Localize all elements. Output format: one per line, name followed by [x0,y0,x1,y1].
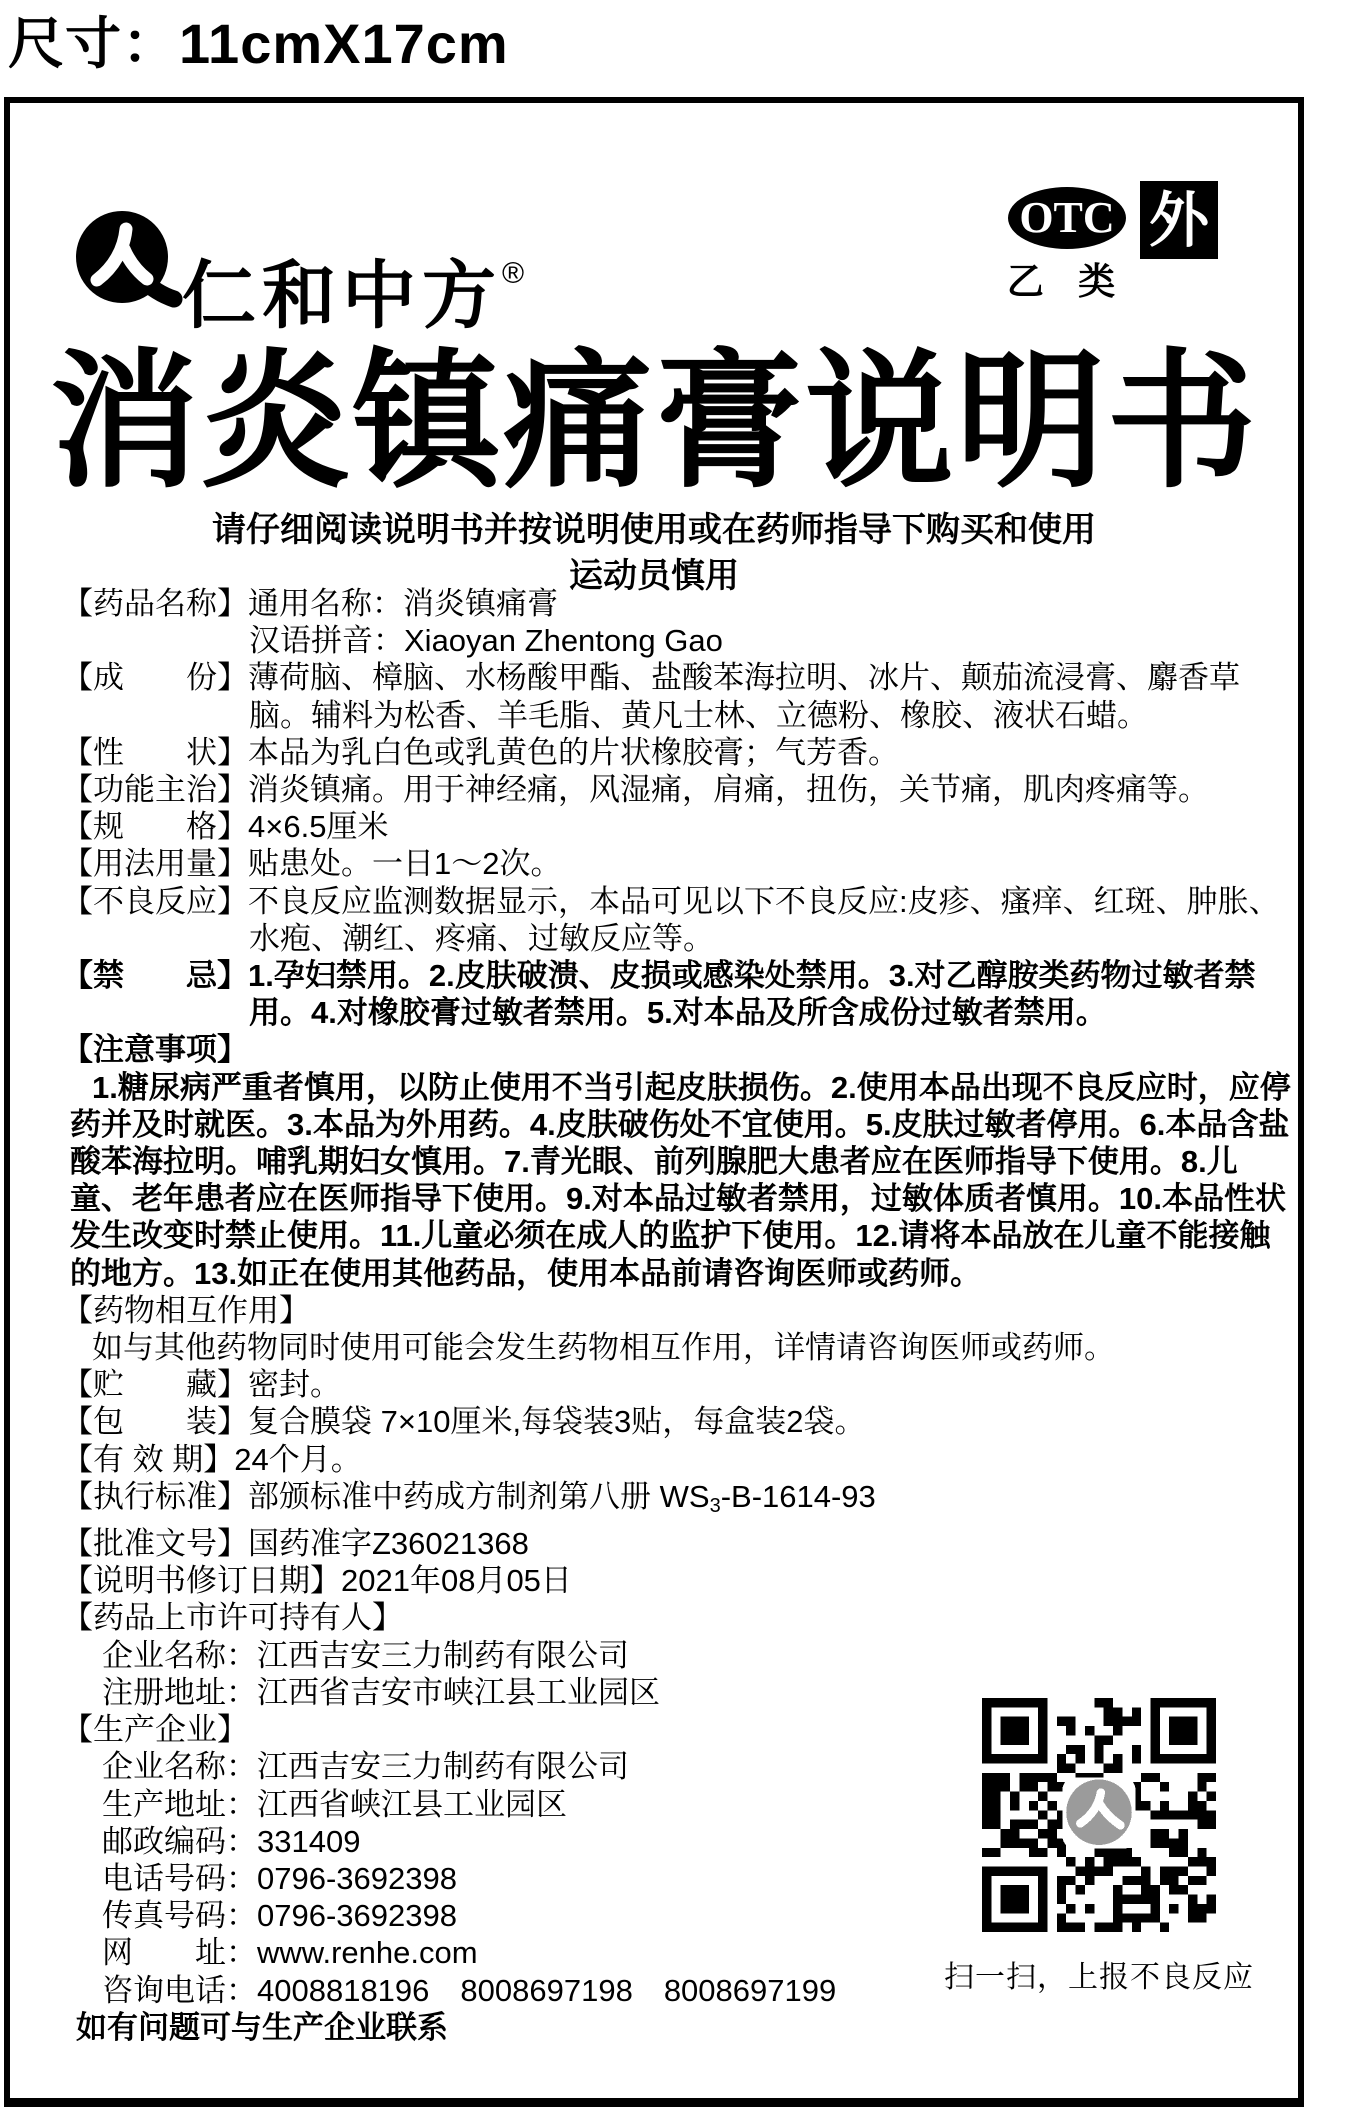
section-row: 如与其他药物同时使用可能会发生药物相互作用，详情请咨询医师或药师。 [92,1330,1115,1366]
section-row: 企业名称：江西吉安三力制药有限公司 [102,1637,629,1673]
section-row: 如有问题可与生产企业联系 [76,2009,448,2045]
section-row: 【用法用量】贴患处。一日1～2次。 [62,846,562,882]
section-row: 1.糖尿病严重者慎用，以防止使用不当引起皮肤损伤。2.使用本品出现不良反应时，应停药并及时就医。3.本品为外用药。4.皮肤破伤处不宜使用。5.皮肤过敏者停用。6.本品含盐酸苯海拉明。哺乳期妇女慎用。7.青光眼、前列腺肥大患者应在医师指导下使用。8.儿童、老年患者应在医师指导下使用。9.对本品过敏者禁用，过敏体质者慎用。10.本品性状发生改变时禁止使用。11.儿童必须在成人的监护下使用。12.请将本品放在儿童不能接触的地方。13.如正在使用其他药品，使用本品前请咨询医师或药师。 [70,1069,1291,1291]
brand-name: 仁和中方® [182,254,525,337]
section-heading: 【药物相互作用】 [62,1292,310,1328]
section-row: 【贮 藏】密封。 [62,1367,341,1403]
size-note: 尺寸：11cmX17cm [8,12,509,75]
registered-mark-icon: ® [502,257,525,290]
section-row: 网 址：www.renhe.com [102,1935,478,1971]
section-label: 【药品名称】 [62,586,248,621]
external-use-badge: 外 [1140,181,1218,259]
section-heading: 【药品上市许可持有人】 [62,1600,403,1636]
page-title: 消炎镇痛膏说明书 [50,338,1258,505]
section-label: 【执行标准】 [62,1478,248,1514]
section-row: 【执行标准】部颁标准中药成方制剂第八册 $WS_3-B-1614-93$ [62,1478,876,1517]
section-row: 【禁 忌】1.孕妇禁用。2.皮肤破溃、皮损或感染处禁用。3.对乙醇胺类药物过敏者禁用。4.对橡胶膏过敏者禁用。5.对本品及所含成份过敏者禁用。 [62,958,1256,1031]
section-row: 【不良反应】不良反应监测数据显示，本品可见以下不良反应:皮疹、瘙痒、红斑、肿胀、水疱、潮红、疼痛、过敏反应等。 [62,883,1280,956]
section-row: 企业名称：江西吉安三力制药有限公司 [102,1749,629,1785]
section-label: 【禁 忌】 [62,958,248,994]
otc-class-label: 乙 类 [1006,261,1128,302]
section-row: 传真号码：0796-3692398 [102,1898,457,1934]
subscript-text: 3 [709,1494,721,1517]
section-label: 【批准文号】 [62,1526,248,1562]
section-row: 【规 格】4×6.5厘米 [62,809,389,845]
section-row: 生产地址：江西省峡江县工业园区 [102,1786,567,1822]
section-label: 【用法用量】 [62,846,248,882]
section-row: 邮政编码：331409 [102,1823,361,1859]
section-row: 【说明书修订日期】2021年08月05日 [62,1563,572,1599]
otc-badge: OTC [1008,187,1126,249]
section-row: 汉语拼音：Xiaoyan Zhentong Gao [249,623,723,659]
section-row: 【功能主治】消炎镇痛。用于神经痛，风湿痛，肩痛，扭伤，关节痛，肌肉疼痛等。 [62,772,1209,808]
section-heading: 【注意事项】 [62,1032,248,1068]
section-label: 【说明书修订日期】 [62,1563,341,1599]
section-label: 【成 份】 [62,660,248,696]
qr-block [899,1698,1299,1996]
section-row: 注册地址：江西省吉安市峡江县工业园区 [102,1674,660,1710]
section-row: 【包 装】复合膜袋 7×10厘米,每袋装3贴，每盒装2袋。 [62,1404,866,1440]
section-label: 【包 装】 [62,1404,248,1440]
renhe-logo-icon [72,209,184,321]
section-row: 【性 状】本品为乳白色或乳黄色的片状橡胶膏；气芳香。 [62,734,899,770]
section-heading: 【生产企业】 [62,1712,248,1748]
notice-line: 运动员慎用 [569,557,739,595]
section-row: 【药品名称】通用名称：消炎镇痛膏 [62,586,558,621]
section-label: 【不良反应】 [62,883,248,919]
section-label: 【贮 藏】 [62,1367,248,1403]
section-label: 【性 状】 [62,734,248,770]
section-row: 【批准文号】国药准字Z36021368 [62,1526,529,1562]
section-row: 【成 份】薄荷脑、樟脑、水杨酸甲酯、盐酸苯海拉明、冰片、颠茄流浸膏、麝香草脑。辅料为松香、羊毛脂、黄凡士林、立德粉、橡胶、液状石蜡。 [62,660,1240,733]
section-row: 咨询电话：4008818196 8008697198 8008697199 [102,1972,837,2008]
section-label: 【规 格】 [62,809,248,845]
qr-caption: 扫一扫，上报不良反应 [944,1961,1254,1994]
section-row: 电话号码：0796-3692398 [102,1860,457,1896]
qr-code-icon [982,1698,1216,1932]
section-label: 【功能主治】 [62,772,248,808]
section-row: 【有 效 期】24个月。 [62,1441,362,1477]
section-label: 【有 效 期】 [62,1441,235,1477]
notice-line: 请仔细阅读说明书并按说明使用或在药师指导下购买和使用 [212,511,1096,549]
